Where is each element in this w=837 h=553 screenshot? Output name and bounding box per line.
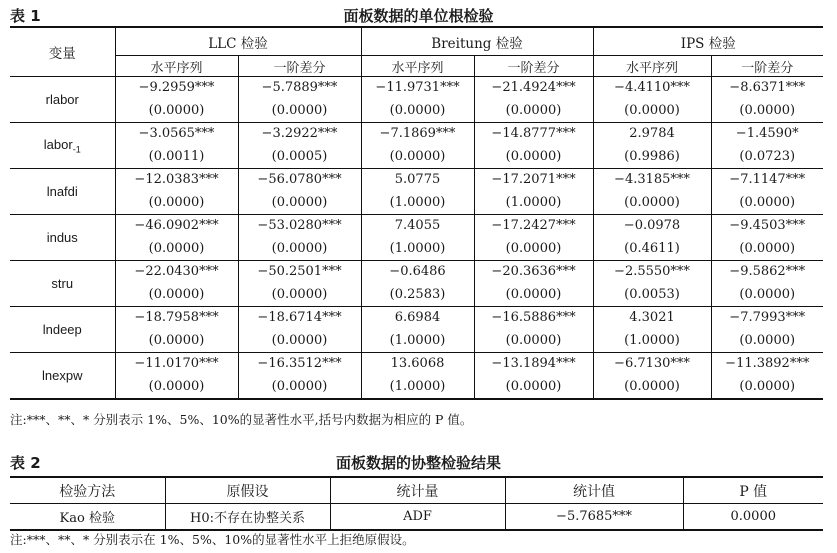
- table-row: [10, 98, 823, 123]
- p-value-cell: (1.0000): [593, 328, 711, 353]
- header-null-hypothesis: 原假设: [165, 477, 330, 504]
- statistic-cell: −0.0978: [593, 215, 711, 237]
- row-variable-label: [10, 261, 115, 307]
- statistic-cell: 7.4055: [361, 215, 474, 237]
- statistic-cell: −4.3185***: [593, 169, 711, 191]
- p-value-cell: (0.0000): [739, 194, 796, 210]
- p-value-cell: (0.0005): [238, 144, 361, 169]
- cell-statistic-value: −5.7685***: [505, 504, 683, 531]
- table-row: [10, 190, 823, 215]
- subheader-ips-level: 水平序列: [593, 56, 711, 77]
- p-value-cell: (0.0000): [238, 328, 361, 353]
- table2-note: 注:***、**、* 分别表示在 1%、5%、10%的显著性水平上拒绝原假设。: [10, 532, 415, 547]
- table-row: [10, 123, 823, 145]
- statistic-cell: −16.5886***: [474, 307, 593, 329]
- p-value-cell: (0.0000): [739, 378, 796, 394]
- row-variable-label: [10, 123, 115, 169]
- row-variable-label: [10, 353, 115, 400]
- cell-p-value: 0.0000: [730, 509, 776, 524]
- group-header-llc: LLC 检验: [115, 27, 361, 56]
- statistic-cell: −12.0383***: [115, 169, 238, 191]
- p-value-cell: (1.0000): [361, 190, 474, 215]
- statistic-cell: −50.2501***: [238, 261, 361, 283]
- table-row: [10, 261, 823, 283]
- table2-caption: [0, 450, 837, 474]
- statistic-cell: −16.3512***: [238, 353, 361, 375]
- statistic-cell: −8.6371***: [711, 77, 823, 99]
- statistic-cell: −18.6714***: [238, 307, 361, 329]
- row-variable-label: [10, 77, 115, 123]
- cell-test-method: Kao 检验: [10, 504, 165, 531]
- subheader-breitung-diff: 一阶差分: [474, 56, 593, 77]
- p-value-cell: (0.0000): [474, 98, 593, 123]
- table2-title: 面板数据的协整检验结果: [335, 454, 501, 472]
- statistic-cell: −4.4110***: [593, 77, 711, 99]
- p-value-cell: (0.0000): [115, 236, 238, 261]
- cell-statistic: ADF: [330, 504, 505, 531]
- p-value-cell: (0.0000): [238, 374, 361, 399]
- statistic-cell: −9.4503***: [711, 215, 823, 237]
- p-value-cell: (0.0000): [593, 98, 711, 123]
- table-row: [10, 374, 823, 399]
- p-value-cell: (0.0000): [474, 236, 593, 261]
- p-value-cell: (0.0723): [739, 148, 796, 164]
- row-variable-label: [10, 215, 115, 261]
- p-value-cell: (0.0000): [238, 282, 361, 307]
- p-value-cell: (0.0000): [739, 240, 796, 256]
- table-row: [10, 77, 823, 99]
- p-value-cell: (0.2583): [361, 282, 474, 307]
- subheader-llc-diff: 一阶差分: [238, 56, 361, 77]
- p-value-cell: (0.0000): [361, 144, 474, 169]
- variable-name: rlabor: [45, 92, 79, 107]
- statistic-cell: −0.6486: [361, 261, 474, 283]
- statistic-cell: −1.4590*: [711, 123, 823, 145]
- p-value-cell: (0.0000): [115, 282, 238, 307]
- unit-root-table-body: [10, 77, 823, 400]
- statistic-cell: −56.0780***: [238, 169, 361, 191]
- statistic-cell: −11.9731***: [361, 77, 474, 99]
- statistic-cell: −5.7889***: [238, 77, 361, 99]
- statistic-cell: −53.0280***: [238, 215, 361, 237]
- p-value-cell: (0.0000): [361, 98, 474, 123]
- row-variable-label: [10, 307, 115, 353]
- row-variable-label: [10, 169, 115, 215]
- table-row: [10, 169, 823, 191]
- p-value-cell: (0.0011): [115, 144, 238, 169]
- p-value-cell: (0.0000): [739, 286, 796, 302]
- p-value-cell: (0.0000): [238, 190, 361, 215]
- variable-subscript: -1: [72, 144, 81, 155]
- group-header-ips: IPS 检验: [593, 27, 823, 56]
- statistic-cell: −20.3636***: [474, 261, 593, 283]
- subheader-breitung-level: 水平序列: [361, 56, 474, 77]
- header-statistic-value: 统计值: [505, 477, 683, 504]
- statistic-cell: −17.2427***: [474, 215, 593, 237]
- statistic-cell: −46.0902***: [115, 215, 238, 237]
- statistic-cell: −18.7958***: [115, 307, 238, 329]
- p-value-cell: (1.0000): [361, 328, 474, 353]
- p-value-cell: (0.0000): [474, 374, 593, 399]
- variable-column-header: 变量: [10, 27, 115, 77]
- unit-root-test-table: [10, 26, 823, 400]
- table-row: [10, 236, 823, 261]
- statistic-cell: 6.6984: [361, 307, 474, 329]
- statistic-cell: −17.2071***: [474, 169, 593, 191]
- table-row: [10, 504, 823, 531]
- statistic-cell: −9.5862***: [711, 261, 823, 283]
- statistic-cell: −13.1894***: [474, 353, 593, 375]
- variable-name: lnexpw: [42, 368, 83, 383]
- variable-name: lndeep: [42, 322, 82, 337]
- header-test-method: 检验方法: [10, 477, 165, 504]
- table-row: [10, 144, 823, 169]
- table-row: [10, 215, 823, 237]
- statistic-cell: −3.0565***: [115, 123, 238, 145]
- statistic-cell: −11.3892***: [711, 353, 823, 375]
- p-value-cell: (0.0000): [739, 102, 796, 118]
- variable-name: lnafdi: [46, 184, 78, 199]
- statistic-cell: 2.9784: [593, 123, 711, 145]
- table-row: [10, 307, 823, 329]
- table-row: [10, 353, 823, 375]
- variable-name: labor: [43, 136, 73, 152]
- statistic-cell: −9.2959***: [115, 77, 238, 99]
- p-value-cell: (0.0000): [593, 374, 711, 399]
- p-value-cell: (0.0000): [739, 332, 796, 348]
- table1-caption: [0, 3, 837, 27]
- cointegration-test-table: [10, 476, 823, 531]
- cell-null-hypothesis: H0:不存在协整关系: [165, 504, 330, 531]
- statistic-cell: −2.5550***: [593, 261, 711, 283]
- table1-label: 表 1: [10, 7, 41, 25]
- group-header-breitung: Breitung 检验: [361, 27, 593, 56]
- p-value-cell: (0.0000): [474, 328, 593, 353]
- p-value-cell: (0.0000): [238, 236, 361, 261]
- statistic-cell: −22.0430***: [115, 261, 238, 283]
- table2-label: 表 2: [10, 454, 41, 472]
- table-row: [10, 328, 823, 353]
- variable-name: stru: [51, 276, 74, 291]
- header-statistic: 统计量: [330, 477, 505, 504]
- p-value-cell: (0.4611): [593, 236, 711, 261]
- p-value-cell: (0.0000): [474, 282, 593, 307]
- statistic-cell: 4.3021: [593, 307, 711, 329]
- p-value-cell: (0.0000): [593, 190, 711, 215]
- subheader-llc-level: 水平序列: [115, 56, 238, 77]
- table1-note: 注:***、**、* 分别表示 1%、5%、10%的显著性水平,括号内数据为相应的 P 值。: [10, 412, 473, 427]
- table-row: [10, 282, 823, 307]
- statistic-cell: −21.4924***: [474, 77, 593, 99]
- variable-name: indus: [46, 230, 78, 245]
- statistic-cell: 13.6068: [361, 353, 474, 375]
- p-value-cell: (0.0053): [593, 282, 711, 307]
- p-value-cell: (0.0000): [115, 98, 238, 123]
- p-value-cell: (0.0000): [115, 190, 238, 215]
- p-value-cell: (1.0000): [474, 190, 593, 215]
- p-value-cell: (1.0000): [361, 236, 474, 261]
- statistic-cell: −7.1869***: [361, 123, 474, 145]
- p-value-cell: (0.0000): [115, 374, 238, 399]
- statistic-cell: −7.7993***: [711, 307, 823, 329]
- statistic-cell: −3.2922***: [238, 123, 361, 145]
- statistic-cell: −11.0170***: [115, 353, 238, 375]
- subheader-ips-diff: 一阶差分: [711, 56, 823, 77]
- p-value-cell: (0.0000): [238, 98, 361, 123]
- p-value-cell: (1.0000): [361, 374, 474, 399]
- statistic-cell: −14.8777***: [474, 123, 593, 145]
- table1-title: 面板数据的单位根检验: [343, 7, 494, 25]
- p-value-cell: (0.0000): [474, 144, 593, 169]
- p-value-cell: (0.0000): [115, 328, 238, 353]
- statistic-cell: −7.1147***: [711, 169, 823, 191]
- statistic-cell: 5.0775: [361, 169, 474, 191]
- statistic-cell: −6.7130***: [593, 353, 711, 375]
- p-value-cell: (0.9986): [593, 144, 711, 169]
- header-p-value: P 值: [683, 477, 823, 504]
